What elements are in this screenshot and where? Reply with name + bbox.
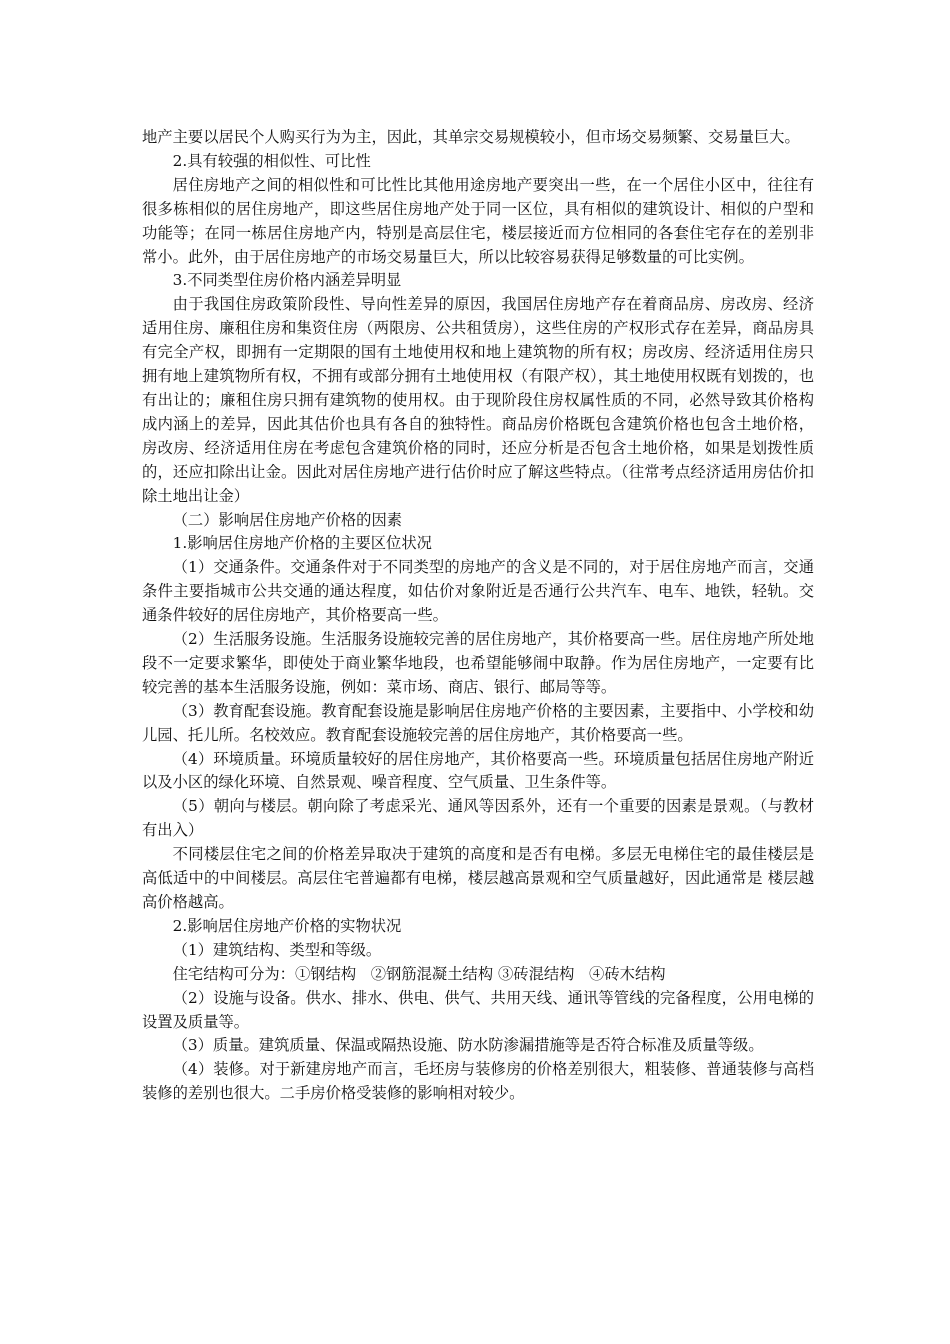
paragraph-similarity: 居住房地产之间的相似性和可比性比其他用途房地产要突出一些，在一个居住小区中，往往有很多栋相似的居住房地产，即这些居住房地产处于同一区位，具有相似的建筑设计、相似的户型和功能等；在同一栋居住房地产内，特别是高层住宅，楼层接近而方位相同的各套住宅存在的差别非常小。此外，由于居住房地产的市场交易量巨大，所以比较容易获得足够数量的可比实例。 — [142, 175, 814, 266]
paragraph-price-difference: 由于我国住房政策阶段性、导向性差异的原因，我国居住房地产存在着商品房、房改房、经济适用住房、廉租住房和集资住房（两限房、公共租赁房），这些住房的产权形式存在差异，商品房具有完全产权，即拥有一定期限的国有土地使用权和地上建筑物的所有权；房改房、经济适用住房只拥有地上建筑物所有权，不拥有或部分拥有土地使用权（有限产权），其土地使用权既有划拨的，也有出让的；廉租住房只拥有建筑物的使用权。由于现阶段住房权属性质的不同，必然导致其价格构成内涵上的差异，因此其估价也具有各自的独特性。商品房价格既包含建筑价格也包含土地价格，房改房、经济适用住房在考虑包含建筑价格的同时，还应分析是否包含土地价格，如果是划拨性质的，还应扣除出让金。因此对居住房地产进行估价时应了解这些特点。（往常考点经济适用房估价扣除土地出让金） — [142, 295, 814, 505]
paragraph-floor-level: 不同楼层住宅之间的价格差异取决于建筑的高度和是否有电梯。多层无电梯住宅的最佳楼层是高低适中的中间楼层。高层住宅普遍都有电梯，楼层越高景观和空气质量越好，因此通常是 楼层越高价格越高。 — [142, 845, 814, 911]
paragraph-education: （3）教育配套设施。教育配套设施是影响居住房地产价格的主要因素，主要指中、小学校和幼儿园、托儿所。名校效应。教育配套设施较完善的居住房地产，其价格要高一些。 — [142, 701, 814, 744]
heading-physical-factors: 2.影响居住房地产价格的实物状况 — [172, 916, 402, 935]
paragraph-decoration: （4）装修。对于新建房地产而言，毛坯房与装修房的价格差别很大，粗装修、普通装修与高档装修的差别也很大。二手房价格受装修的影响相对较少。 — [142, 1060, 814, 1103]
document-body — [142, 126, 814, 1106]
paragraph-environment: （4）环境质量。环境质量较好的居住房地产，其价格要高一些。环境质量包括居住房地产附近以及小区的绿化环境、自然景观、噪音程度、空气质量、卫生条件等。 — [142, 749, 814, 792]
paragraph-quality: （3）质量。建筑质量、保温或隔热设施、防水防渗漏措施等是否符合标准及质量等级。 — [172, 1036, 764, 1055]
paragraph-services: （2）生活服务设施。生活服务设施较完善的居住房地产，其价格要高一些。居住房地产所处地段不一定要求繁华，即使处于商业繁华地段，也希望能够闹中取静。作为居住房地产，一定要有比较完善的基本生活服务设施，例如：菜市场、商店、银行、邮局等等。 — [142, 630, 814, 696]
section-heading-factors: （二）影响居住房地产价格的因素 — [172, 510, 403, 529]
paragraph-traffic: （1）交通条件。交通条件对于不同类型的房地产的含义是不同的，对于居住房地产而言，交通条件主要指城市公共交通的通达程度，如估价对象附近是否通行公共汽车、电车、地铁，轻轨。交通条件较好的居住房地产，其价格要高一些。 — [142, 558, 814, 625]
heading-location-factors: 1.影响居住房地产价格的主要区位状况 — [172, 534, 432, 553]
paragraph-intro-continued: 地产主要以居民个人购买行为为主，因此，其单宗交易规模较小，但市场交易频繁、交易量巨大。 — [142, 128, 800, 146]
heading-similarity: 2.具有较强的相似性、可比性 — [172, 151, 371, 170]
paragraph-orientation: （5）朝向与楼层。朝向除了考虑采光、通风等因系外，还有一个重要的因素是景观。（与教材有出入） — [142, 797, 814, 840]
paragraph-facilities: （2）设施与设备。供水、排水、供电、供气、共用天线、通讯等管线的完备程度，公用电梯的设置及质量等。 — [142, 988, 814, 1031]
heading-price-difference: 3.不同类型住房价格内涵差异明显 — [172, 271, 402, 290]
paragraph-structure-types: 住宅结构可分为：①钢结构 ②钢筋混凝土结构 ③砖混结构 ④砖木结构 — [172, 964, 666, 983]
paragraph-structure: （1）建筑结构、类型和等级。 — [172, 940, 382, 959]
